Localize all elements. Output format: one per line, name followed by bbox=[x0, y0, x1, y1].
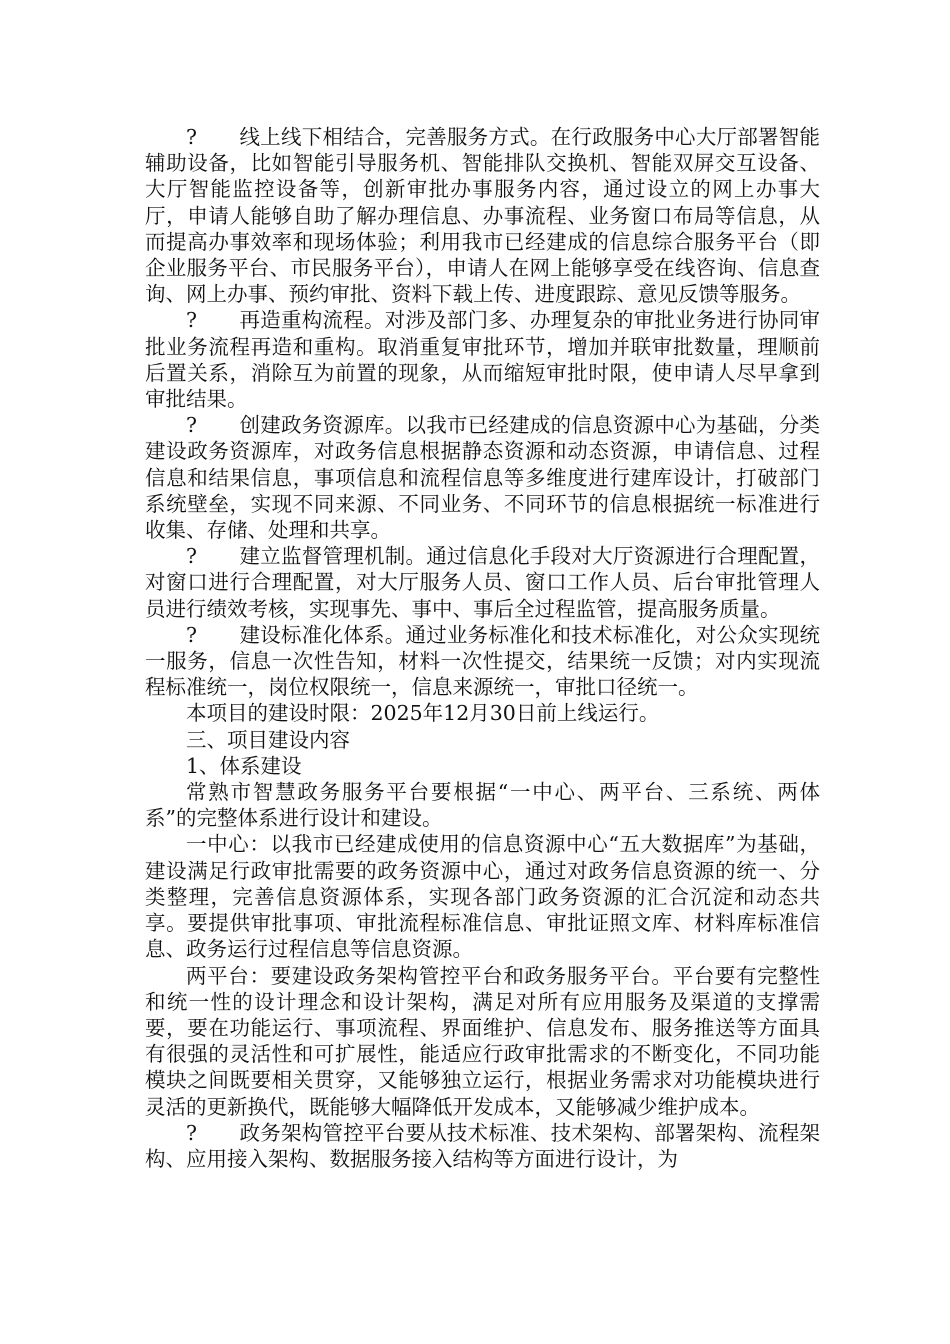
paragraph-text: 再造重构流程。对涉及部门多、办理复杂的审批业务进行协同审批业务流程再造和重构。取消重复审批环节，增加并联审批数量，理顺前后置关系，消除互为前置的现象，从而缩短审批时限，使申请人尽早拿到审批结果。 bbox=[145, 308, 820, 412]
paragraph-text: 建立监督管理机制。通过信息化手段对大厅资源进行合理配置，对窗口进行合理配置，对大厅服务人员、窗口工作人员、后台审批管理人员进行绩效考核，实现事先、事中、事后全过程监管，提高服务质量。 bbox=[145, 544, 820, 621]
document-body bbox=[145, 124, 820, 1172]
paragraph-text: 政务架构管控平台要从技术标准、技术架构、部署架构、流程架构、应用接入架构、数据服务接入结构等方面进行设计，为 bbox=[145, 1120, 820, 1171]
paragraph-text: 创建政务资源库。以我市已经建成的信息资源中心为基础，分类建设政务资源库，对政务信息根据静态资源和动态资源，申请信息、过程信息和结果信息，事项信息和流程信息等多维度进行建库设计，打破部门系统壁垒，实现不同来源、不同业务、不同环节的信息根据统一标准进行收集、存储、处理和共享。 bbox=[145, 413, 820, 543]
paragraph-text: 一中心：以我市已经建成使用的信息资源中心“五大数据库”为基础，建设满足行政审批需要的政务资源中心，通过对政务信息资源的统一、分类整理，完善信息资源体系，实现各部门政务资源的汇合沉淀和动态共享。要提供审批事项、审批流程标准信息、审批证照文库、材料库标准信息、政务运行过程信息等信息资源。 bbox=[145, 832, 820, 962]
paragraph-bullet-service-method bbox=[145, 124, 820, 307]
paragraph-bullet-architecture-platform bbox=[145, 1120, 820, 1172]
section-heading bbox=[145, 727, 820, 753]
paragraph-text: 两平台：要建设政务架构管控平台和政务服务平台。平台要有完整性和统一性的设计理念和设计架构，满足对所有应用服务及渠道的支撑需要，要在功能运行、事项流程、界面维护、信息发布、服务推送等方面具有很强的灵活性和可扩展性，能适应行政审批需求的不断变化，不同功能模块之间既要相关贯穿，又能够独立运行，根据业务需求对功能模块进行灵活的更新换代，既能够大幅降低开发成本，又能够减少维护成本。 bbox=[145, 963, 820, 1119]
paragraph-two-platforms bbox=[145, 963, 820, 1120]
paragraph-bullet-rebuild-process bbox=[145, 307, 820, 412]
heading-text: 1、体系建设 bbox=[186, 753, 302, 778]
heading-text: 三、项目建设内容 bbox=[186, 727, 350, 752]
paragraph-system-overview bbox=[145, 779, 820, 831]
bullet-marker: ? bbox=[186, 125, 197, 149]
paragraph-deadline bbox=[145, 700, 820, 726]
paragraph-bullet-resource-library bbox=[145, 412, 820, 543]
bullet-marker: ? bbox=[186, 308, 197, 333]
bullet-marker: ? bbox=[186, 1120, 197, 1145]
bullet-marker: ? bbox=[186, 544, 197, 569]
paragraph-text: 本项目的建设时限：2025年12月30日前上线运行。 bbox=[186, 701, 660, 726]
paragraph-bullet-standardization bbox=[145, 622, 820, 701]
subsection-heading bbox=[145, 753, 820, 779]
paragraph-text: 线上线下相结合，完善服务方式。在行政服务中心大厅部署智能辅助设备，比如智能引导服务机、智能排队交换机、智能双屏交互设备、大厅智能监控设备等，创新审批办事服务内容，通过设立的网上办事大厅，申请人能够自助了解办理信息、办事流程、业务窗口布局等信息，从而提高办事效率和现场体验；利用我市已经建成的信息综合服务平台（即企业服务平台、市民服务平台），申请人在网上能够享受在线咨询、信息查询、网上办事、预约审批、资料下载上传、进度跟踪、意见反馈等服务。 bbox=[145, 125, 820, 307]
bullet-marker: ? bbox=[186, 413, 197, 438]
paragraph-text: 建设标准化体系。通过业务标准化和技术标准化，对公众实现统一服务，信息一次性告知，材料一次性提交，结果统一反馈；对内实现流程标准统一，岗位权限统一，信息来源统一，审批口径统一。 bbox=[145, 622, 820, 700]
paragraph-bullet-supervision bbox=[145, 543, 820, 622]
paragraph-one-center bbox=[145, 831, 820, 962]
bullet-marker: ? bbox=[186, 622, 197, 647]
paragraph-text: 常熟市智慧政务服务平台要根据“一中心、两平台、三系统、两体系”的完整体系进行设计和建设。 bbox=[145, 780, 820, 831]
